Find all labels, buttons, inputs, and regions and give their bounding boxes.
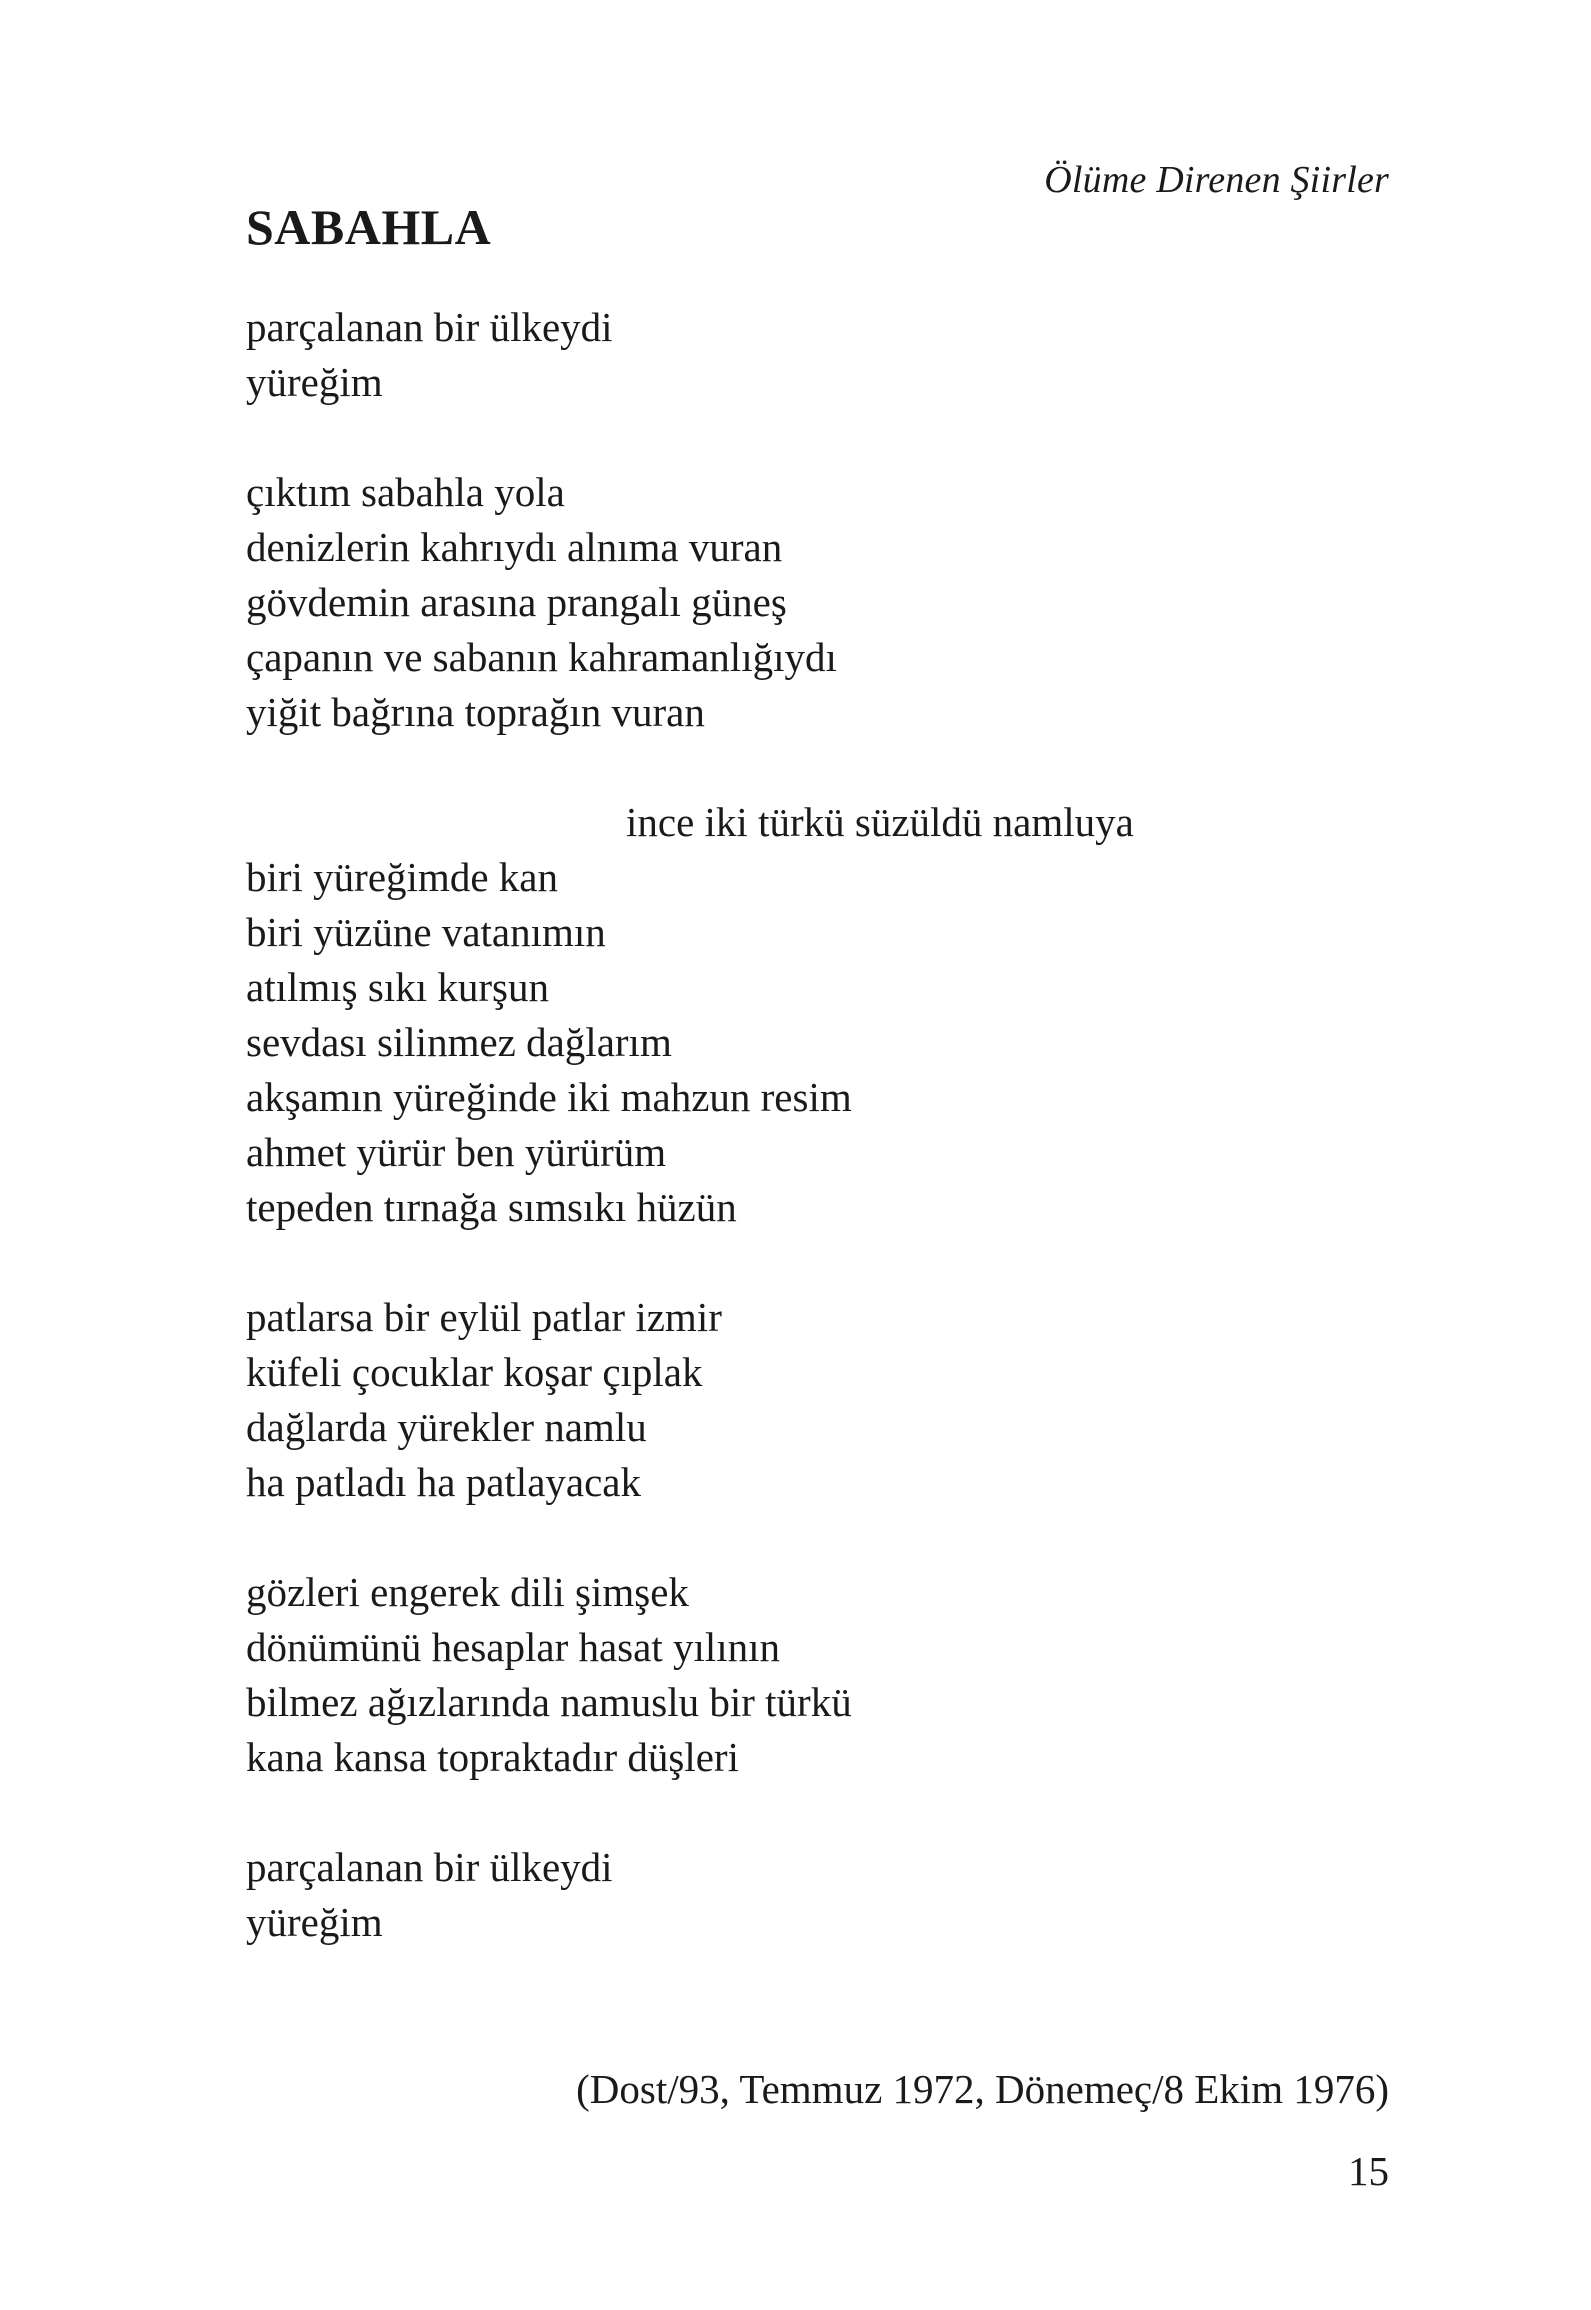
poem-line: denizlerin kahrıydı alnıma vuran xyxy=(246,524,783,570)
poem-title: SABAHLA xyxy=(246,199,492,255)
poem-line: parçalanan bir ülkeydi xyxy=(246,1844,613,1890)
poem-line: patlarsa bir eylül patlar izmir xyxy=(246,1294,722,1340)
poem-line: küfeli çocuklar koşar çıplak xyxy=(246,1349,703,1395)
poem-line: dönümünü hesaplar hasat yılının xyxy=(246,1624,781,1670)
running-header: Ölüme Direnen Şiirler xyxy=(1044,159,1389,201)
poem-line: atılmış sıkı kurşun xyxy=(246,964,549,1010)
poem-line: gözleri engerek dili şimşek xyxy=(246,1569,689,1615)
stanza xyxy=(246,300,1389,410)
stanza xyxy=(246,795,1389,1235)
poem-line: çapanın ve sabanın kahramanlığıydı xyxy=(246,634,837,680)
poem-line: biri yüzüne vatanımın xyxy=(246,909,606,955)
poem-line: yüreğim xyxy=(246,1899,383,1945)
publication-citation: (Dost/93, Temmuz 1972, Dönemeç/8 Ekim 1976) xyxy=(576,2066,1389,2112)
stanza xyxy=(246,1290,1389,1510)
poem-line-indented: ince iki türkü süzüldü namluya xyxy=(626,799,1134,845)
poem-line: ha patladı ha patlayacak xyxy=(246,1459,641,1505)
poem-line: akşamın yüreğinde iki mahzun resim xyxy=(246,1074,852,1120)
poem-line: tepeden tırnağa sımsıkı hüzün xyxy=(246,1184,737,1230)
poem-line: yüreğim xyxy=(246,359,383,405)
poem-line: çıktım sabahla yola xyxy=(246,469,565,515)
poem-line: sevdası silinmez dağlarım xyxy=(246,1019,672,1065)
poem-line: bilmez ağızlarında namuslu bir türkü xyxy=(246,1679,852,1725)
stanza xyxy=(246,1840,1389,1950)
stanza xyxy=(246,1565,1389,1785)
poem-line: gövdemin arasına prangalı güneş xyxy=(246,579,787,625)
poem-body xyxy=(246,300,1389,2005)
poem-line: dağlarda yürekler namlu xyxy=(246,1404,647,1450)
poem-line: biri yüreğimde kan xyxy=(246,854,558,900)
stanza xyxy=(246,465,1389,740)
poem-line: yiğit bağrına toprağın vuran xyxy=(246,689,705,735)
poem-line: kana kansa topraktadır düşleri xyxy=(246,1734,739,1780)
page-number: 15 xyxy=(1348,2148,1389,2194)
poem-line: ahmet yürür ben yürürüm xyxy=(246,1129,667,1175)
poem-line: parçalanan bir ülkeydi xyxy=(246,304,613,350)
